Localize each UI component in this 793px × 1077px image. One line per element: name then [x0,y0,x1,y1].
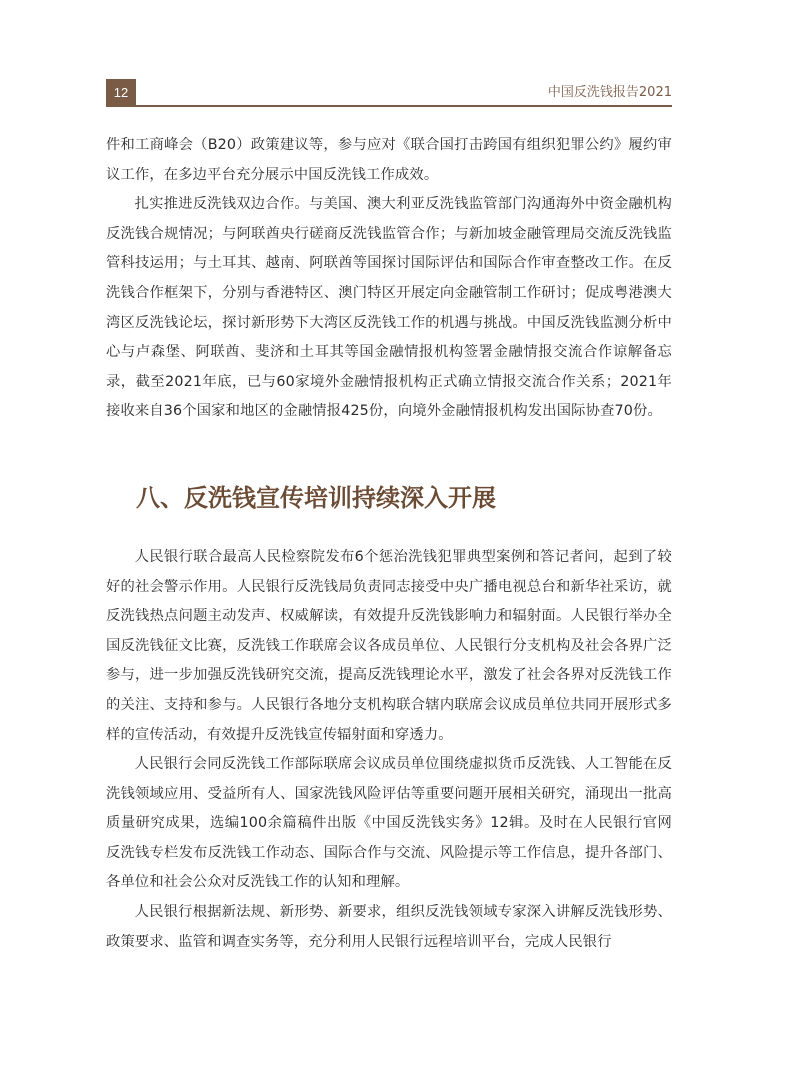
page-body [106,131,672,957]
paragraph-publicity: 人民银行联合最高人民检察院发布6个惩治洗钱犯罪典型案例和答记者问，起到了较好的社会警示作用。人民银行反洗钱局负责同志接受中央广播电视总台和新华社采访，就反洗钱热点问题主动发声、权威解读，有效提升反洗钱影响力和辐射面。人民银行举办全国反洗钱征文比赛，反洗钱工作联席会议各成员单位、人民银行分支机构及社会各界广泛参与，进一步加强反洗钱研究交流，提高反洗钱理论水平，激发了社会各界对反洗钱工作的关注、支持和参与。人民银行各地分支机构联合辖内联席会议成员单位共同开展形式多样的宣传活动，有效提升反洗钱宣传辐射面和穿透力。 [106,548,672,743]
paragraph-bilateral-cooperation: 扎实推进反洗钱双边合作。与美国、澳大利亚反洗钱监管部门沟通海外中资金融机构反洗钱合规情况；与阿联酋央行磋商反洗钱监管合作；与新加坡金融管理局交流反洗钱监管科技运用；与土耳其、越南、阿联酋等国探讨国际评估和国际合作审查整改工作。在反洗钱合作框架下，分别与香港特区、澳门特区开展定向金融管制工作研讨；促成粤港澳大湾区反洗钱论坛，探讨新形势下大湾区反洗钱工作的机遇与挑战。中国反洗钱监测分析中心与卢森堡、阿联酋、斐济和土耳其等国金融情报机构签署金融情报交流合作谅解备忘录，截至2021年底，已与60家境外金融情报机构正式确立情报交流合作关系；2021年接收来自36个国家和地区的金融情报425份，向境外金融情报机构发出国际协查70份。 [106,196,672,420]
paragraph-research: 人民银行会同反洗钱工作部际联席会议成员单位围绕虚拟货币反洗钱、人工智能在反洗钱领域应用、受益所有人、国家洗钱风险评估等重要问题开展相关研究，涌现出一批高质量研究成果，选编100余篇稿件出版《中国反洗钱实务》12辑。及时在人民银行官网反洗钱专栏发布反洗钱工作动态、国际合作与交流、风险提示等工作信息，提升各部门、各单位和社会公众对反洗钱工作的认知和理解。 [106,756,672,891]
page-number: 12 [106,79,136,107]
page-header [106,79,672,107]
header-rule [136,105,672,107]
paragraph-continued: 件和工商峰会（B20）政策建议等，参与应对《联合国打击跨国有组织犯罪公约》履约审议工作，在多边平台充分展示中国反洗钱工作成效。 [106,137,672,183]
paragraph-training: 人民银行根据新法规、新形势、新要求，组织反洗钱领域专家深入讲解反洗钱形势、政策要求、监管和调查实务等，充分利用人民银行远程培训平台，完成人民银行 [106,904,672,950]
report-title: 中国反洗钱报告2021 [547,85,672,100]
section-heading: 八、反洗钱宣传培训持续深入开展 [136,482,496,512]
